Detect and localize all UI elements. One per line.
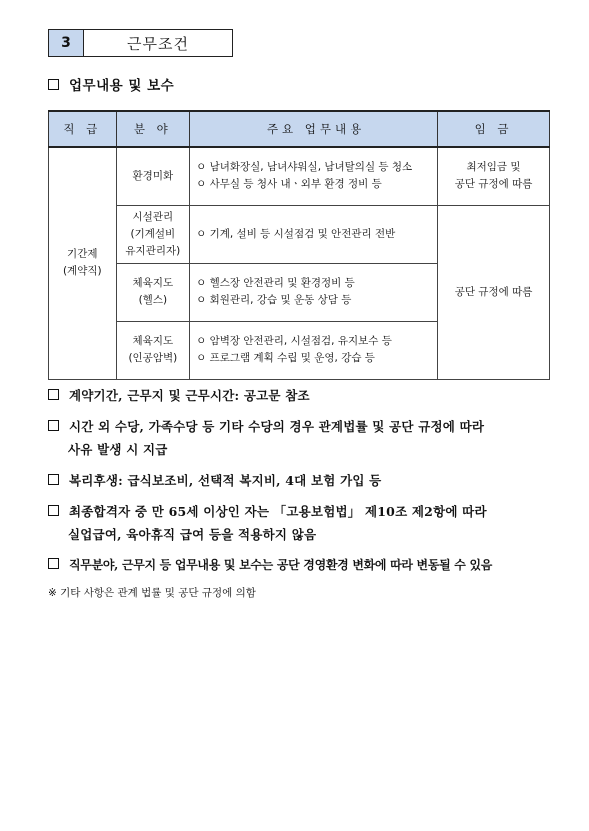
wage-cell xyxy=(438,147,550,205)
note-item xyxy=(48,384,568,407)
footnote: ※ 기타 사항은 관계 법률 및 공단 규정에 의함 xyxy=(48,587,256,599)
duty-item: ㅇ 남녀화장실, 남녀샤워실, 남녀탈의실 등 청소 xyxy=(196,161,413,174)
field-cell xyxy=(116,147,190,205)
table-row xyxy=(49,205,550,263)
checkbox-square-icon xyxy=(48,505,59,516)
note-text: 직무분야, 근무지 등 업무내용 및 보수는 공단 경영환경 변화에 따라 변동될 수 있음 xyxy=(69,558,493,572)
section-header xyxy=(48,29,233,57)
grade-line: (계약직) xyxy=(62,265,102,278)
field-cell xyxy=(116,263,190,321)
section-title: 근무조건 xyxy=(127,34,189,53)
header-duties: 주요 업무내용 xyxy=(190,111,438,147)
section-number: 3 xyxy=(49,30,84,56)
field-line: 시설관리 xyxy=(132,210,174,223)
field-cell xyxy=(116,205,190,263)
duties-cell xyxy=(190,321,438,379)
field-line: 체육지도 xyxy=(132,335,174,347)
note-text: 최종합격자 중 만 65세 이상인 자는 「고용보험법」 제10조 제2항에 따라 xyxy=(69,504,487,519)
duties-cell xyxy=(190,263,438,321)
duty-item: ㅇ 암벽장 안전관리, 시설점검, 유지보수 등 xyxy=(196,335,392,347)
field-line: 유지관리자) xyxy=(125,244,181,257)
wage-cell-shared: 공단 규정에 따름 xyxy=(438,205,550,379)
duty-item: ㅇ 헬스장 안전관리 및 환경정비 등 xyxy=(196,277,355,289)
note-item xyxy=(48,554,568,577)
notes-list xyxy=(48,384,568,600)
duties-cell xyxy=(190,147,438,205)
note-text: 시간 외 수당, 가족수당 등 기타 수당의 경우 관계법률 및 공단 규정에 따라 xyxy=(69,419,485,434)
note-text-continued: 사유 발생 시 지급 xyxy=(68,442,168,457)
checkbox-square-icon xyxy=(48,474,59,485)
subheading xyxy=(48,74,174,94)
note-item xyxy=(48,500,568,546)
note-text: 복리후생: 급식보조비, 선택적 복지비, 4대 보험 가입 등 xyxy=(69,473,382,488)
field-line: 체육지도 xyxy=(132,277,174,289)
header-field: 분 야 xyxy=(116,111,190,147)
checkbox-square-icon xyxy=(48,389,59,400)
wage-line: 공단 규정에 따름 xyxy=(454,178,533,191)
note-item xyxy=(48,469,568,492)
field-line: (헬스) xyxy=(138,294,168,306)
field-line: (인공암벽) xyxy=(128,352,178,364)
duty-item: ㅇ 기계, 설비 등 시설점검 및 안전관리 전반 xyxy=(196,227,396,240)
note-text-continued: 실업급여, 육아휴직 급여 등을 적용하지 않음 xyxy=(68,527,317,542)
note-text: 계약기간, 근무지 및 근무시간: 공고문 참조 xyxy=(69,388,310,403)
wage-line: 최저임금 및 xyxy=(466,161,521,174)
duty-item: ㅇ 사무실 등 청사 내ㆍ외부 환경 정비 등 xyxy=(196,178,382,191)
field-line: 환경미화 xyxy=(132,169,174,182)
subheading-text: 업무내용 및 보수 xyxy=(69,78,175,94)
checkbox-square-icon xyxy=(48,79,59,90)
grade-line: 기간제 xyxy=(67,248,98,261)
duties-cell xyxy=(190,205,438,263)
duty-item: ㅇ 회원관리, 강습 및 운동 상담 등 xyxy=(196,294,352,306)
duty-table xyxy=(48,110,550,380)
checkbox-square-icon xyxy=(48,420,59,431)
field-line: (기계설비 xyxy=(130,227,176,240)
header-wage: 임 금 xyxy=(438,111,550,147)
note-item xyxy=(48,415,568,461)
table-header-row xyxy=(49,111,550,147)
field-cell xyxy=(116,321,190,379)
duty-item: ㅇ 프로그램 계획 수립 및 운영, 강습 등 xyxy=(196,352,375,364)
grade-cell xyxy=(49,147,117,379)
checkbox-square-icon xyxy=(48,558,59,569)
header-grade: 직 급 xyxy=(49,111,117,147)
table-row xyxy=(49,147,550,205)
